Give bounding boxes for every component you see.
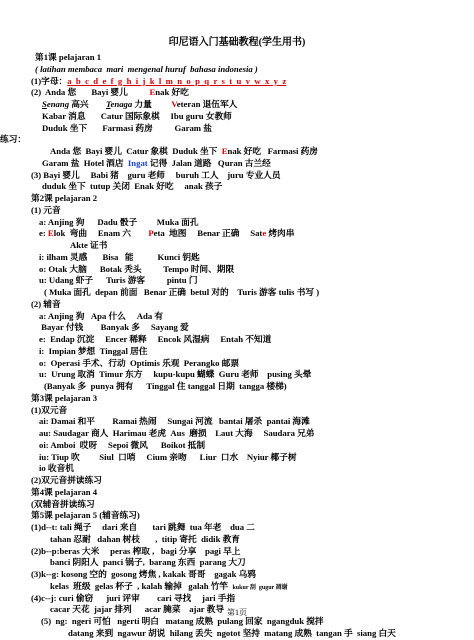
- text-line: [30, 217, 460, 229]
- text-segment: 第5课 pelajaran 5 (辅音练习): [31, 510, 140, 521]
- text-segment: e:: [39, 228, 48, 239]
- text-segment: o: Otak 大脑 Botak 秃头 Tempo 时间、期限: [39, 263, 235, 274]
- document-title: 印尼语入门基础教程(学生用书): [168, 37, 306, 48]
- text-segment: u: Urung 取消 Timur 东方 kupu-kupu 蝴蝶 Guru 老师 pusing 头晕: [39, 369, 312, 380]
- text-segment: cacar 天花 jajar 排列 acar 腌菜 ajar 教导: [50, 604, 225, 615]
- text-segment: (5) ng: ngeri 可怕 ngerti 明白 matang 成熟 pulang 回家 ngangduk 搅拌: [41, 616, 324, 626]
- text-line: [30, 311, 460, 323]
- text-segment: Duduk 坐下 Farmasi 药房 Garam 盐: [42, 122, 212, 133]
- text-segment: 第1课 pelajaran 1: [35, 52, 102, 62]
- text-segment: V: [171, 99, 177, 109]
- text-segment: (1)d--t: tali 绳子 dari 来自 tari 跳舞 tua 年老 dua 二: [31, 522, 255, 532]
- text-line: [30, 534, 460, 546]
- text-segment: (2)双元音拼读练习: [31, 475, 102, 485]
- text-segment: (3) Bayi 婴儿 Babi 猪 guru 老师 buruh 工人 juru 专业人员: [31, 169, 281, 180]
- text-line: [30, 405, 460, 417]
- text-segment: (Banyak 多 punya 拥有 Tinggal 住 tanggal 日期 tangga 楼梯): [44, 381, 287, 391]
- text-segment: Ingat: [127, 157, 148, 168]
- text-line: [30, 593, 460, 605]
- text-segment: au: Saudagar 商人 Harimau 老虎 Aus 磨损 Laut 大海 Saudara 兄弟: [39, 428, 315, 438]
- text-line: [30, 358, 460, 370]
- text-segment: kukur 刮 gugur 凋谢: [232, 584, 288, 591]
- lesson-content: [0, 52, 460, 640]
- text-segment: 第2课 pelajaran 2: [31, 193, 98, 203]
- text-line: [30, 510, 460, 522]
- text-segment: 记得 Jalan 道路 Quran 古兰经: [147, 157, 271, 168]
- text-segment: a: Anjing 狗 Dadu 骰子 Muka 面孔: [39, 216, 199, 227]
- text-line: [30, 193, 460, 205]
- text-segment: nak 好吃: [155, 87, 189, 98]
- text-line: [30, 557, 460, 569]
- text-segment: a b c d e f g h i j k l m n o p q r s t u v w x y z: [67, 75, 287, 86]
- text-segment: ( Muka 面孔 depan 前面 Benar 正确 betul 对的 Turis 游客 tulis 书写 ): [44, 287, 320, 297]
- text-segment: lok 弯曲 Enam 六: [53, 228, 149, 239]
- text-line: [30, 428, 460, 440]
- text-segment: (双辅音拼读练习: [31, 498, 95, 509]
- text-segment: Garam 盐 Hotel 酒店: [42, 157, 128, 168]
- text-segment: S: [42, 99, 47, 109]
- text-segment: datang 来到 ngawur 胡说 hilang 丢失 ngotot 坚持 matang 成熟 tangan 手 siang 白天: [68, 627, 396, 638]
- text-line: [0, 134, 460, 146]
- text-line: [30, 463, 460, 475]
- text-segment: (2) 辅音: [31, 298, 61, 309]
- text-line: [30, 181, 460, 193]
- text-segment: enaga: [110, 99, 133, 109]
- text-segment: ai: Damai 和平 Ramai 热闹 Sungai 河流 bantai 屠杀 pantai 海滩: [39, 416, 310, 427]
- text-segment: u: Udang 虾子 Turis 游客 pintu 门: [39, 275, 198, 286]
- text-segment: duduk 坐下 tutup 关闭 Enak 好吃 anak 孩子: [42, 181, 223, 192]
- text-line: [30, 76, 460, 88]
- text-segment: kelas 班级 gelas 杯子 , kalah 输掉 galah 竹竿: [50, 580, 233, 591]
- text-line: [30, 581, 460, 593]
- text-line: [30, 99, 460, 111]
- text-segment: P: [148, 228, 154, 239]
- text-segment: Anda 您 Bayi 婴儿 Catur 象棋 Duduk 坐下: [50, 146, 222, 156]
- text-segment: (4)c--j: curi 偷窃 juri 评审 cari 寻找 jari 手指: [31, 592, 236, 603]
- text-line: [30, 240, 460, 252]
- text-line: [30, 205, 460, 217]
- text-line: [30, 346, 460, 358]
- text-segment: oi: Amboi 哎呀 Sepoi 微风 Boikot 抵制: [39, 439, 206, 450]
- text-segment: (1) 元音: [31, 204, 61, 215]
- text-line: [30, 87, 460, 99]
- text-segment: (1)双元音: [31, 404, 68, 415]
- text-segment: o: Operasi 手术、行动 Optimis 乐观 Perangko 邮票: [39, 357, 240, 368]
- text-segment: a: Anjing 狗 Apa 什么 Ada 有: [39, 310, 164, 321]
- text-segment: (1)字母：: [31, 75, 68, 86]
- text-segment: Bayar 付钱 Banyak 多 Sayang 爱: [39, 322, 189, 333]
- text-line: [30, 440, 460, 452]
- text-line: [30, 628, 460, 640]
- text-line: [30, 416, 460, 428]
- text-line: [30, 452, 460, 464]
- text-line: [30, 64, 460, 76]
- text-segment: i: Impian 梦想 Tinggal 居住: [39, 345, 148, 356]
- text-line: [30, 381, 460, 393]
- text-line: [30, 299, 460, 311]
- text-segment: 烤肉串: [266, 228, 295, 239]
- text-line: [30, 322, 460, 334]
- text-line: [30, 275, 460, 287]
- text-segment: e: Endap 沉淀 Encer 稀释 Encok 风湿病 Entah 不知道: [39, 334, 272, 344]
- text-line: [30, 369, 460, 381]
- text-line: [30, 146, 460, 158]
- text-segment: banci 阴阳人 panci 锅子, barang 东西 parang 大刀: [50, 557, 246, 568]
- text-segment: enang: [46, 99, 70, 109]
- text-line: [30, 52, 460, 64]
- text-line: [30, 546, 460, 558]
- text-line: [30, 264, 460, 276]
- text-segment: 练习：: [0, 134, 27, 145]
- text-segment: E: [221, 146, 228, 156]
- text-segment: io 收音机: [39, 463, 74, 474]
- text-segment: 第4课 pelajaran 4: [31, 486, 98, 497]
- text-line: [30, 522, 460, 534]
- text-line: [30, 158, 460, 170]
- text-line: [30, 228, 460, 240]
- page-number: 第1页: [227, 608, 247, 617]
- text-segment: (3)k--g: kosong 空的 gosong 烤焦 , kakak 哥哥 gagak 乌鸦: [31, 569, 256, 579]
- text-line: [30, 252, 460, 264]
- text-line: [30, 111, 460, 123]
- text-line: [30, 499, 460, 511]
- text-segment: eta 地图 Benar 正确 Sat: [153, 228, 263, 239]
- text-segment: Akte 证书: [70, 240, 108, 250]
- text-segment: (2)b--p:beras 大米 peras 榨取 , bagi 分享 pagi 早上: [31, 545, 241, 556]
- text-segment: nak 好吃 Farmasi 药房: [227, 146, 318, 156]
- text-line: [30, 569, 460, 581]
- text-segment: 第3课 pelajaran 3: [31, 392, 98, 403]
- text-line: [30, 123, 460, 135]
- text-segment: eteran 退伍军人: [176, 99, 238, 109]
- text-line: [30, 475, 460, 487]
- text-line: [30, 334, 460, 346]
- text-segment: E: [149, 87, 156, 98]
- text-segment: tahan 忍耐 dahan 树枝 , titip 寄托 didik 教育: [50, 533, 240, 544]
- text-segment: ( latihan membaca mari mengenal huruf bahasa indonesia ): [35, 63, 258, 74]
- text-segment: iu: Tiup 吹 Siul 口哨 Cium 亲吻 Liur 口水 Nyiur 椰子树: [39, 451, 297, 462]
- text-line: [30, 287, 460, 299]
- text-segment: Kabar 消息 Catur 国际象棋 Ibu guru 女教师: [42, 110, 232, 121]
- text-segment: T: [105, 99, 111, 109]
- text-segment: E: [47, 228, 54, 239]
- text-line: [30, 487, 460, 499]
- text-segment: 力量: [132, 99, 172, 109]
- text-segment: 高兴: [69, 99, 106, 109]
- text-segment: e: [262, 228, 267, 239]
- text-segment: (2) Anda 您 Bayi 婴儿: [31, 87, 150, 98]
- text-line: [30, 170, 460, 182]
- text-segment: i: ilham 灵感 Bisa 能 Kunci 钥匙: [39, 251, 200, 262]
- text-line: [30, 393, 460, 405]
